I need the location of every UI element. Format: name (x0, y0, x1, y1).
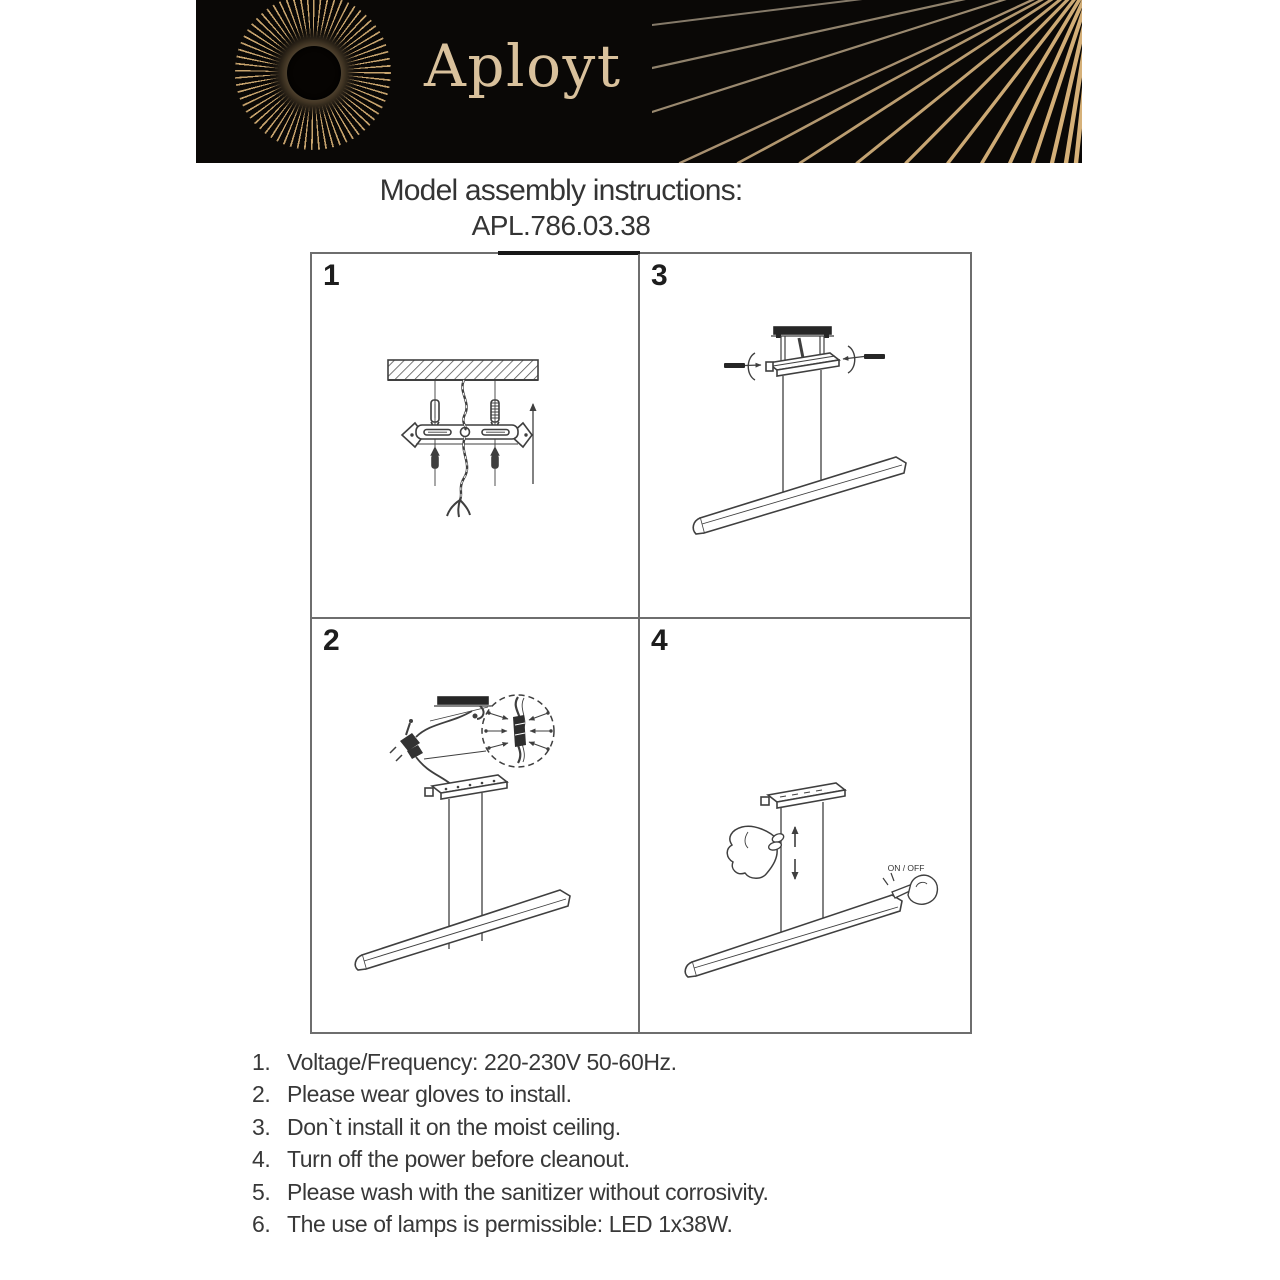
panel-number-label: 1 (323, 259, 340, 292)
assembly-panel-3 (640, 254, 966, 617)
instruction-text: Please wear gloves to install. (287, 1081, 572, 1108)
instruction-number: 2. (252, 1081, 271, 1108)
instruction-item (252, 1046, 769, 1078)
instruction-text: The use of lamps is permissible: LED 1x38W. (287, 1211, 733, 1238)
assembly-panel-2 (312, 619, 638, 1028)
diagram-wire-connection-detail (312, 619, 638, 1028)
instruction-item (252, 1176, 769, 1208)
grid-vertical-divider (638, 254, 640, 1032)
panel-number-label: 2 (323, 624, 340, 657)
instruction-number: 1. (252, 1049, 271, 1075)
page-title: Model assembly instructions: (379, 174, 743, 207)
diagram-canopy-screw-fixing (640, 254, 966, 617)
panel-number-label: 3 (651, 259, 668, 292)
instruction-item (252, 1208, 769, 1240)
brand-banner (196, 0, 1082, 163)
instruction-text: Please wash with the sanitizer without corrosivity. (287, 1178, 769, 1205)
instruction-number: 3. (252, 1113, 271, 1140)
assembly-grid (310, 252, 972, 1034)
on-off-label: ON / OFF (887, 863, 925, 873)
panel-number-label: 4 (651, 624, 668, 657)
instruction-item (252, 1143, 769, 1175)
instruction-item (252, 1111, 769, 1143)
assembly-panel-1 (312, 254, 638, 617)
instruction-number: 6. (252, 1211, 271, 1238)
assembly-panel-4 (640, 619, 966, 1028)
diagram-ceiling-bracket-installation (312, 254, 638, 617)
instruction-item (252, 1078, 769, 1110)
diagram-height-adjustment-on-off (640, 619, 966, 1028)
instruction-number: 5. (252, 1178, 271, 1205)
model-number: APL.786.03.38 (471, 210, 651, 241)
starburst-core (286, 45, 342, 101)
instruction-number: 4. (252, 1146, 271, 1173)
instruction-text: Don`t install it on the moist ceiling. (287, 1113, 621, 1140)
rays-decoration-icon (652, 0, 1082, 163)
instruction-text: Voltage/Frequency: 220-230V 50-60Hz. (287, 1049, 677, 1075)
brand-name: Aployt (424, 32, 622, 100)
instructions-list (252, 1046, 769, 1240)
instruction-text: Turn off the power before cleanout. (287, 1146, 630, 1173)
grid-horizontal-divider (312, 617, 970, 619)
